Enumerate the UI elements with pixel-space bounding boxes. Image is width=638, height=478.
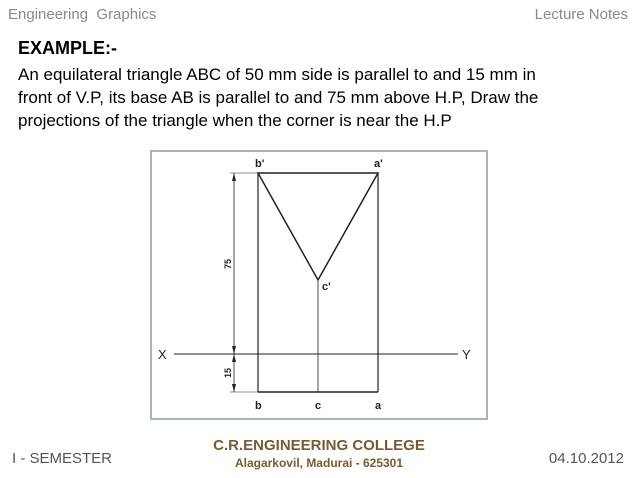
dim-arrow-top [232, 173, 236, 181]
label-y: Y [462, 347, 471, 362]
header-notes: Lecture Notes [534, 6, 628, 23]
label-c: c [315, 400, 322, 412]
college-address: Alagarkovil, Madurai - 625301 [234, 456, 404, 470]
college-name: C.R.ENGINEERING COLLEGE [213, 437, 425, 454]
example-title: EXAMPLE:- [18, 38, 117, 58]
projection-drawing [152, 152, 486, 418]
problem-statement [18, 63, 628, 132]
dim-arrow-15-top [232, 354, 236, 362]
front-view-triangle [258, 173, 378, 280]
label-a-prime: a' [374, 158, 383, 170]
footer-date: 04.10.2012 [548, 450, 624, 467]
dim-arrow-75-bottom [232, 346, 236, 354]
label-b: b [255, 400, 262, 412]
dim-arrow-15-bottom [232, 384, 236, 392]
dim-label-75: 75 [223, 258, 233, 270]
footer-college-block [0, 437, 638, 470]
footer-semester: I - SEMESTER [12, 450, 113, 467]
problem-line-1: An equilateral triangle ABC of 50 mm side is parallel to and 15 mm in [18, 65, 536, 84]
projection-figure [150, 150, 488, 420]
problem-line-2: front of V.P, its base AB is parallel to and 75 mm above H.P, Draw the [18, 88, 539, 107]
dim-label-15: 15 [223, 367, 233, 379]
header-subject: Engineering Graphics [8, 6, 157, 23]
label-b-prime: b' [255, 158, 265, 170]
label-x: X [158, 347, 167, 362]
problem-line-3: projections of the triangle when the corner is near the H.P [18, 111, 452, 130]
label-a: a [375, 400, 382, 412]
label-c-prime: c' [322, 281, 331, 293]
